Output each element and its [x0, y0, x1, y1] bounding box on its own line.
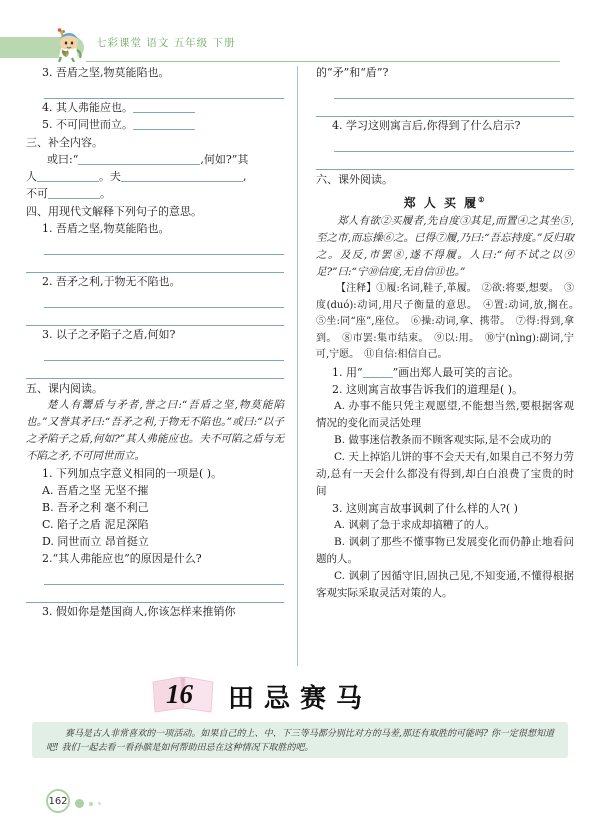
fill-label-1: 或曰:“: [47, 153, 79, 166]
answer-line[interactable]: [26, 362, 284, 379]
exercise-item-q4-text: 4. 其人弗能应也。: [42, 101, 133, 114]
section-heading-4: 四、用现代文解释下列句子的意思。: [26, 205, 202, 218]
translate-item-1: 1. 吾盾之坚,物莫能陷也。: [42, 222, 170, 235]
option-c[interactable]: C. 陷子之盾 泥足深陷: [42, 518, 149, 531]
fill-in-line-3: [26, 185, 284, 202]
option-b[interactable]: B. 吾矛之利 毫不利己: [42, 501, 149, 514]
annotations-block: 【注释】①履:名词,鞋子,革履。 ②欲:将要,想要。 ③度(duó):动词,用尺子衡量的意思。 ④置:动词,放,搁在。 ⑤坐:同“座”,座位。 ⑥操:动词,拿、携带。 ⑦得:得到,拿到。 ⑧市罢:集市结束。 ⑨以:用。 ⑩宁(nìng):副词,宁可,宁愿。 ⑪自信:相信自己。: [316, 283, 584, 360]
lesson-number: 16: [166, 679, 193, 709]
page-footer: [46, 789, 166, 815]
footer-dot-large: [75, 799, 84, 808]
outside-option-3b[interactable]: B. 讽刺了那些不懂事物已发展变化而仍静止地看问题的人。: [316, 535, 574, 565]
header-divider: [86, 61, 560, 62]
answer-line[interactable]: [334, 82, 574, 99]
outside-question-1-suffix: ”画出郑人最可笑的言论。: [392, 365, 520, 379]
reading-question-4: 4. 学习这则寓言后,你得到了什么启示?: [332, 119, 521, 132]
reading-question-3: 3. 假如你是楚国商人,你该怎样来推销你: [42, 605, 236, 618]
answer-line[interactable]: [316, 100, 574, 117]
classical-text-body: 郑人有欲②买履者,先自度③其足,而置④之其坐⑤,至之市,而忘操⑥之。已得⑦履,乃曰:“吾忘持度。”反归取之。及反,市罢⑧,遂不得履。人曰:“何不试之以⑨足?”曰:“宁⑩信度,无自信⑪也。”: [316, 215, 574, 278]
answer-blank[interactable]: [133, 117, 195, 130]
fill-label-5: ,: [243, 170, 247, 183]
fill-label-7: 。: [100, 187, 111, 200]
reading-question-1: 1. 下列加点字意义相同的一项是( )。: [42, 467, 223, 480]
fill-in-line-1: [26, 151, 284, 168]
section-heading-3: 三、补全内容。: [26, 136, 103, 149]
section-heading-6: 六、课外阅读。: [316, 173, 393, 186]
answer-blank[interactable]: [121, 169, 243, 182]
footer-dot-medium: [89, 802, 93, 806]
outside-option-2c[interactable]: C. 天上掉馅儿饼的事不会天天有,如果自己不努力劳动,总有一天会什么都没有得到,却白白浪费了宝贵的时间: [316, 450, 574, 497]
fill-in-line-2: [26, 168, 284, 185]
page-header: [0, 28, 560, 62]
answer-line[interactable]: [44, 568, 284, 585]
outside-question-1: [316, 364, 574, 381]
outside-question-2: 2. 这则寓言故事告诉我们的道理是( )。: [332, 382, 524, 396]
answer-blank[interactable]: [78, 152, 200, 165]
lesson-intro-text: 赛马是古人非常喜欢的一项活动。如果自己的上、中、下三等马都分别比对方的马差,那还有取胜的可能吗? 你一定很想知道吧! 我们一起去看一看孙膑是如何帮助田忌在这种情况下取胜的吧。: [46, 729, 554, 753]
outside-option-2b[interactable]: B. 做事迷信教条而不顾客观实际,是不会成功的: [334, 433, 552, 446]
fill-label-2: ,何如?”其: [200, 153, 249, 166]
answer-line[interactable]: [44, 82, 284, 99]
exercise-item-q5-text: 5. 不可同世而立。: [42, 118, 133, 131]
answer-blank[interactable]: [48, 186, 100, 199]
option-a[interactable]: A. 吾盾之坚 无坚不摧: [42, 484, 149, 497]
outside-question-3: 3. 这则寓言故事讽刺了什么样的人?( ): [332, 501, 518, 515]
right-column: [316, 64, 584, 669]
lesson-title-block: [0, 672, 600, 716]
mascot-icon: [48, 28, 88, 62]
column-divider: [297, 66, 298, 666]
footer-dot-small: [98, 802, 101, 805]
answer-line[interactable]: [44, 238, 284, 255]
translate-item-2: 2. 吾矛之利,于物无不陷也。: [42, 275, 181, 288]
outside-option-3c[interactable]: C. 讽刺了因循守旧,固执己见,不知变通,不懂得根据客观实际采取灵活对策的人。: [316, 569, 574, 599]
answer-blank[interactable]: [37, 169, 99, 182]
exercise-item-q5: [26, 116, 284, 133]
header-title: 七彩课堂 语文 五年级 下册: [96, 37, 236, 49]
option-d[interactable]: D. 同世而立 昂首挺立: [42, 535, 149, 548]
answer-line[interactable]: [316, 153, 574, 170]
footnote-marker: ①: [478, 195, 487, 204]
lesson-name: 田忌赛马: [228, 684, 373, 714]
content-columns: [26, 64, 584, 669]
fill-label-3: 人: [26, 170, 37, 183]
fill-label-4: 。夫: [99, 170, 121, 183]
fill-label-6: 不可: [26, 187, 48, 200]
section-heading-5: 五、课内阅读。: [26, 382, 103, 395]
outside-question-1-prefix: 1. 用“: [332, 365, 363, 379]
exercise-item-q3: 3. 吾盾之坚,物莫能陷也。: [42, 66, 170, 79]
translate-item-3: 3. 以子之矛陷子之盾,何如?: [42, 328, 176, 341]
answer-blank[interactable]: [363, 365, 393, 378]
answer-line[interactable]: [44, 291, 284, 308]
outside-option-3a[interactable]: A. 讽刺了急于求成却搞糟了的人。: [334, 518, 496, 531]
answer-line[interactable]: [44, 344, 284, 361]
answer-line[interactable]: [26, 256, 284, 273]
exercise-item-q4: [26, 99, 284, 116]
lesson-intro-box: [32, 722, 568, 758]
left-column: [26, 64, 284, 669]
reading-passage: 楚人有鬻盾与矛者,誉之曰:“吾盾之坚,物莫能陷也。”又誉其矛曰:“吾矛之利,于物无不陷也。”或曰:“以子之矛陷子之盾,何如?”其人弗能应也。夫不可陷之盾与无不陷之矛,不可同世而立。: [26, 399, 284, 462]
answer-line[interactable]: [334, 135, 574, 152]
answer-blank[interactable]: [133, 100, 195, 113]
reading-question-2: 2.“其人弗能应也”的原因是什么?: [42, 552, 202, 565]
continued-question-text: 的“矛”和“盾”?: [316, 66, 389, 79]
answer-line[interactable]: [26, 309, 284, 326]
reading-title: [316, 190, 574, 213]
answer-line[interactable]: [26, 586, 284, 603]
outside-option-2a[interactable]: A. 办事不能只凭主观愿望,不能想当然,要根据客观情况的变化而灵活处理: [316, 399, 574, 429]
reading-title-text: 郑 人 买 履: [403, 196, 479, 210]
page-number: 162: [46, 789, 70, 813]
